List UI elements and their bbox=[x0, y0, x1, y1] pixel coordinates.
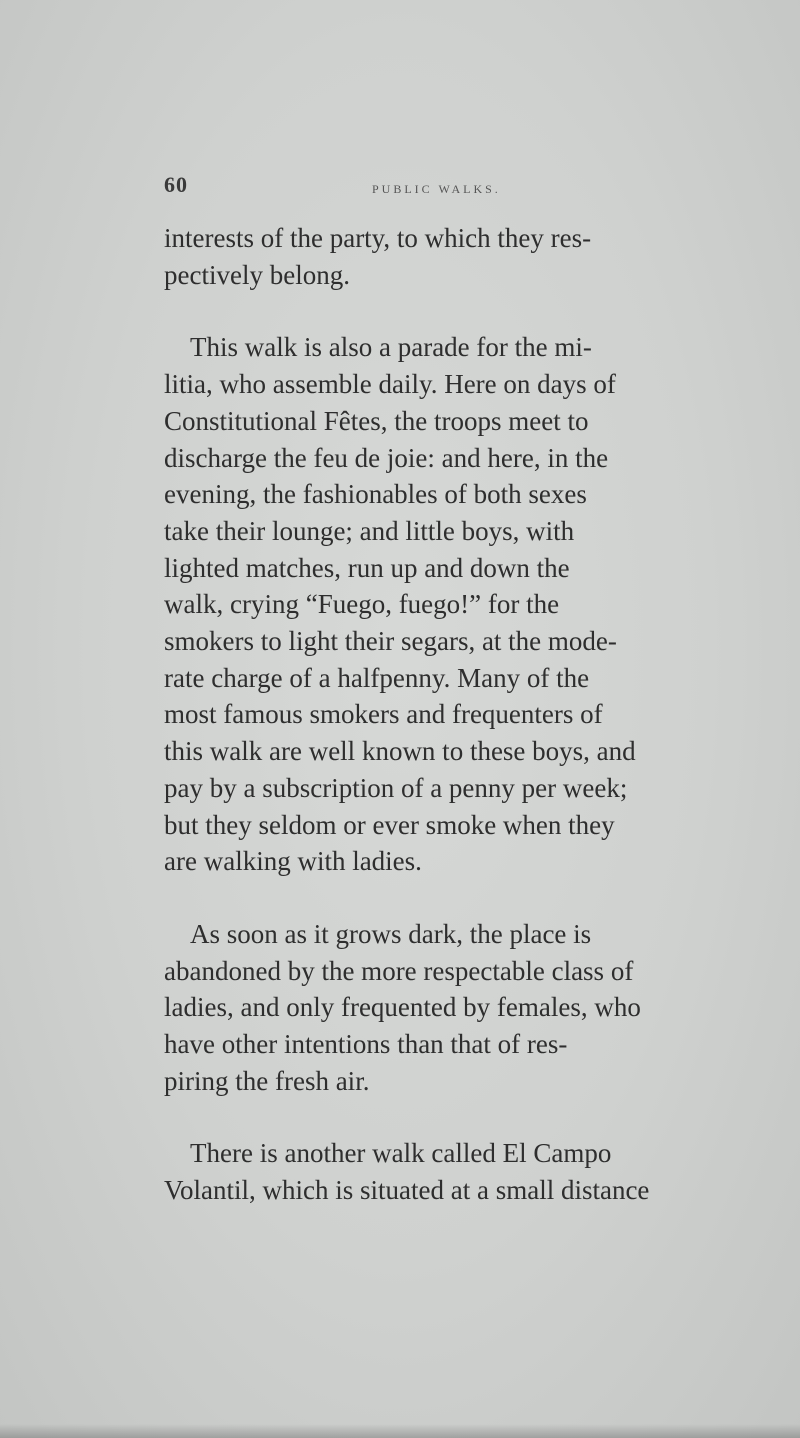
text-line: abandoned by the more respectable class of bbox=[164, 955, 634, 986]
text-line: evening, the fashionables of both sexes bbox=[164, 479, 587, 510]
text-line: are walking with ladies. bbox=[164, 846, 422, 877]
text-line: lighted matches, run up and down the bbox=[164, 552, 570, 583]
paragraph-3 bbox=[164, 916, 710, 1100]
page-edge-shadow bbox=[0, 1424, 800, 1438]
text-line: take their lounge; and little boys, with bbox=[164, 515, 575, 546]
text-line: have other intentions than that of res- bbox=[164, 1029, 568, 1060]
paragraph-1 bbox=[164, 220, 710, 293]
text-line: litia, who assemble daily. Here on days of bbox=[164, 369, 616, 400]
text-line: As soon as it grows dark, the place is bbox=[190, 918, 592, 949]
text-line: rate charge of a halfpenny. Many of the bbox=[164, 662, 590, 693]
text-line: This walk is also a parade for the mi- bbox=[190, 332, 592, 363]
text-line: pay by a subscription of a penny per week; bbox=[164, 772, 628, 803]
body-text bbox=[164, 220, 710, 1209]
text-line: discharge the feu de joie: and here, in the bbox=[164, 442, 609, 473]
text-line: but they seldom or ever smoke when they bbox=[164, 809, 615, 840]
text-line: ladies, and only frequented by females, who bbox=[164, 992, 641, 1023]
text-line: There is another walk called El Campo bbox=[190, 1138, 612, 1169]
text-line: Constitutional Fêtes, the troops meet to bbox=[164, 405, 589, 436]
text-line: pectively belong. bbox=[164, 259, 350, 290]
paragraph-2 bbox=[164, 329, 710, 880]
page-number: 60 bbox=[164, 172, 188, 197]
text-line: walk, crying “Fuego, fuego!” for the bbox=[164, 589, 560, 620]
text-line: piring the fresh air. bbox=[164, 1065, 370, 1096]
text-line: most famous smokers and frequenters of bbox=[164, 699, 603, 730]
text-line: Volantil, which is situated at a small distance bbox=[164, 1175, 650, 1206]
text-line: this walk are well known to these boys, and bbox=[164, 736, 636, 767]
text-line: interests of the party, to which they res- bbox=[164, 223, 592, 253]
text-line: smokers to light their segars, at the mode- bbox=[164, 626, 617, 657]
paragraph-4 bbox=[164, 1135, 710, 1208]
running-head: PUBLIC WALKS. bbox=[372, 182, 501, 196]
